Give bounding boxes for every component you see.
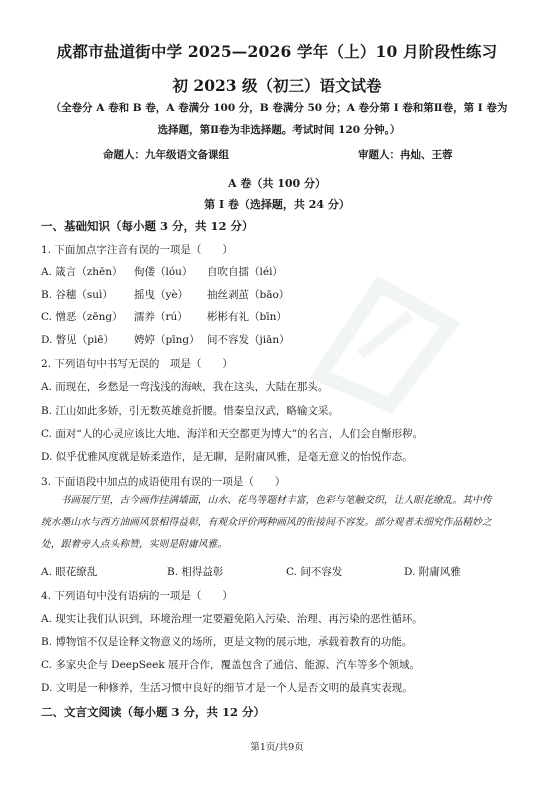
q3-stem: 3. 下面语段中加点的成语使用有误的一项是（ ） bbox=[41, 476, 286, 488]
section-a-paper: A 卷（共 100 分） bbox=[228, 177, 326, 190]
q1-option-a-2: 佝偻（lóu） bbox=[134, 266, 193, 278]
q1-option-a-1: A. 箴言（zhēn） bbox=[41, 266, 123, 278]
q1-option-d-3: 间不容发（jiān） bbox=[207, 334, 290, 346]
q1-option-d-2: 娉婷（pīng） bbox=[134, 334, 200, 346]
q2-option-c: C. 面对“人的心灵应该比大地、海洋和天空都更为博大”的名言，人们会自惭形秽。 bbox=[41, 428, 424, 440]
q1-option-a-3: 自吹自擂（léi） bbox=[207, 266, 283, 278]
q2-option-d: D. 似乎优雅风度就是娇柔造作，是无聊，是附庸风雅，是毫无意义的怡悦作态。 bbox=[41, 451, 413, 463]
q2-stem: 2. 下列语句中书写无误的 项是（ ） bbox=[41, 358, 233, 370]
q4-option-d: D. 文明是一种修养，生活习惯中良好的细节才是一个人是否文明的最真实表现。 bbox=[41, 682, 413, 694]
q3-option-c: C. 间不容发 bbox=[286, 566, 343, 578]
q2-option-b: B. 江山如此多娇，引无数英雄竟折腰。惜秦皇汉武，略输文采。 bbox=[41, 405, 339, 417]
q1-option-d-1: D. 瞥见（piē） bbox=[41, 334, 115, 346]
q1-option-c-3: 彬彬有礼（bīn） bbox=[207, 311, 287, 323]
q3-passage-line3: 处，跟着旁人点头称赞，实则是附庸风雅。 bbox=[41, 539, 228, 550]
q3-passage-line1: 书画展厅里，古今画作挂满墙面，山水、花鸟等题材丰富，色彩与笔触交织，让人眼花缭乱。其中传 bbox=[60, 495, 492, 506]
q3-option-a: A. 眼花缭乱 bbox=[41, 566, 98, 578]
authors-row bbox=[103, 147, 483, 162]
exam-title: 成都市盐道街中学 2025—2026 学年（上）10 月阶段性练习 bbox=[56, 42, 498, 61]
q3-passage-line2: 统水墨山水与西方油画风景相得益彰，有观众评价两种画风的衔接间不容发。部分观者未细究作品精妙之 bbox=[41, 517, 492, 528]
author-reviewer: 审题人：冉灿、王蓉 bbox=[358, 149, 453, 161]
q1-option-b-1: B. 谷穗（suì） bbox=[41, 289, 113, 301]
q1-option-c-1: C. 憎恶（zēng） bbox=[41, 311, 123, 323]
q3-option-b: B. 相得益彰 bbox=[167, 566, 224, 578]
exam-instructions-line1: （全卷分 A 卷和 B 卷，A 卷满分 100 分，B 卷满分 50 分；A 卷分第 Ⅰ 卷和第Ⅱ卷，第 Ⅰ 卷为 bbox=[50, 102, 508, 114]
author-setter: 命题人：九年级语文备课组 bbox=[103, 149, 229, 161]
exam-subtitle: 初 2023 级（初三）语文试卷 bbox=[172, 76, 382, 95]
heading-classical-reading: 二、文言文阅读（每小题 3 分，共 12 分） bbox=[41, 705, 266, 719]
page-number: 第1页/共9页 bbox=[250, 742, 304, 753]
q1-option-b-3: 抽丝剥茧（bāo） bbox=[207, 289, 290, 301]
q4-option-a: A. 现实让我们认识到，环境治理一定要避免陷入污染、治理、再污染的恶性循环。 bbox=[41, 613, 423, 625]
q3-option-d: D. 附庸风雅 bbox=[404, 566, 461, 578]
q4-option-b: B. 博物馆不仅是诠释文物意义的场所，更是文物的展示地，承载着教育的功能。 bbox=[41, 636, 413, 648]
q2-option-a: A. 而现在，乡愁是一弯浅浅的海峡，我在这头，大陆在那头。 bbox=[41, 381, 329, 393]
heading-basic-knowledge: 一、基础知识（每小题 3 分，共 12 分） bbox=[41, 219, 254, 233]
q1-option-b-2: 摇曳（yè） bbox=[134, 289, 189, 301]
section-part1: 第 Ⅰ 卷（选择题，共 24 分） bbox=[204, 198, 350, 211]
q4-stem: 4. 下列语句中没有语病的一项是（ ） bbox=[41, 590, 233, 602]
q1-option-c-2: 濡养（rú） bbox=[134, 311, 188, 323]
q1-stem: 1. 下面加点字注音有误的一项是（ ） bbox=[41, 244, 233, 256]
exam-instructions-line2: 选择题，第Ⅱ卷为非选择题。考试时间 120 分钟。） bbox=[157, 124, 401, 136]
q4-option-c: C. 多家央企与 DeepSeek 展开合作，覆盖包含了通信、能源、汽车等多个领域。 bbox=[41, 659, 421, 671]
